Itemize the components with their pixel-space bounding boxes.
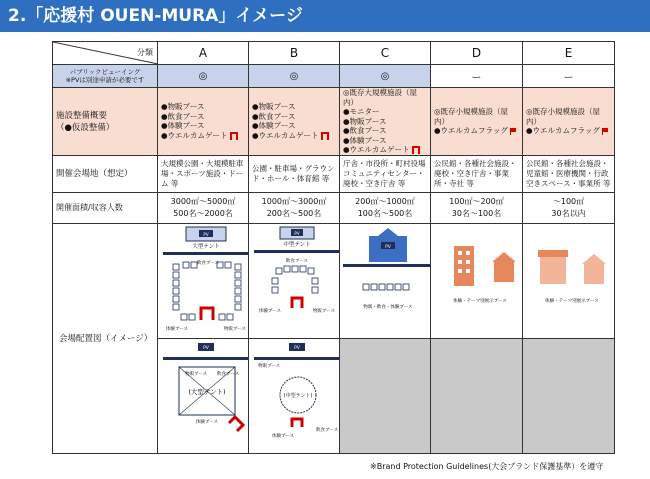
stage-bar [343, 264, 431, 267]
area-cell-d [431, 192, 523, 223]
facility-label-main: 施設整備概要 [56, 111, 108, 122]
facility-item-gate: ●ウエルカムゲート [161, 131, 245, 141]
layout-diagram-d1 [431, 223, 523, 338]
building-roof-icon [378, 228, 398, 236]
stage-bar [254, 357, 340, 360]
pv-mark-c: ◎ [340, 65, 431, 88]
facility-item: ●物販ブース [343, 116, 387, 126]
layout-b1-svg [252, 224, 340, 336]
facility-cell-e [523, 88, 615, 156]
capacity-value: 30名以内 [551, 208, 586, 218]
layout-c1-svg [343, 224, 431, 336]
shop-booth-text: 物販ブース [312, 308, 336, 314]
venue-row-label: 開催会場地（想定） [53, 155, 158, 192]
facility-item: ●モニター [343, 107, 380, 116]
layout-row-label: 会場配置図（イメージ） [53, 223, 158, 453]
corner-cell [53, 42, 158, 65]
tent-text: (中型テント) [283, 392, 313, 399]
facility-item: ●物販ブース [252, 102, 296, 112]
capacity-value: 30名～100名 [451, 208, 502, 218]
venue-row [53, 155, 615, 192]
facility-cell-a [158, 88, 249, 156]
facility-item: ●飲食ブース [161, 111, 205, 121]
layout-diagram-b2 [249, 338, 340, 453]
facility-heading: ◎既存小規模施設（屋内） [526, 107, 601, 126]
gate-icon [292, 419, 302, 427]
shop-booth-text: 物販ブース [185, 371, 208, 377]
booth-caption: 物販・飲食・体験ブース [363, 304, 413, 310]
venue-cell-c: 庁舎・市役所・町村役場コミュニティセンター・廃校・空き庁舎 等 [340, 155, 431, 192]
area-value: 1000㎡～3000㎡ [261, 196, 327, 206]
layout-diagram-c1 [340, 223, 431, 338]
venue-cell-a: 大規模公園・大規模駐車場・スポーツ施設・ドーム 等 [158, 155, 249, 192]
page-title: 2.「応援村 OUEN-MURA」イメージ [0, 0, 650, 32]
facility-cell-d [431, 88, 523, 156]
capacity-value: 200名～500名 [266, 208, 322, 218]
facility-item: ●体験ブース [161, 121, 205, 131]
area-row [53, 192, 615, 223]
area-row-label: 開催面積/収容人数 [53, 192, 158, 223]
layout-empty-c2 [340, 338, 431, 453]
layout-a1-svg [161, 224, 249, 336]
gate-icon [201, 308, 213, 320]
header-row [53, 42, 615, 65]
flag-icon [602, 128, 609, 135]
stage-bar [254, 250, 340, 253]
area-value: 3000㎡～5000㎡ [170, 196, 236, 206]
facility-item: ●飲食ブース [343, 126, 387, 135]
tent-text: 中型テント [283, 241, 311, 248]
facility-item: ●体験ブース [343, 135, 387, 145]
layout-empty-d2 [431, 338, 523, 453]
layout-a2-svg [161, 339, 249, 451]
pv-row [53, 65, 615, 88]
house-roof-icon [492, 252, 516, 262]
booth-ring [272, 266, 318, 293]
layout-diagram-a2 [158, 338, 249, 453]
booth-caption: 体験・テーマ別展示ブース [545, 298, 599, 304]
area-cell-a [158, 192, 249, 223]
venue-cell-b: 公園・駐車場・グラウンド・ホール・体育館 等 [249, 155, 340, 192]
booth-ring [173, 262, 241, 320]
exp-booth-text: 体験ブース [195, 419, 219, 425]
pv-label-main: パブリックビューイング [69, 68, 141, 76]
column-header-d: D [431, 42, 523, 65]
pv-mark-d: ー [431, 65, 523, 88]
facility-item: ●物販ブース [161, 102, 205, 112]
shop-awning-icon [538, 250, 568, 257]
capacity-value: 500名～2000名 [173, 208, 233, 218]
exp-booth-text: 体験ブース [165, 326, 189, 332]
facility-heading: ◎既存大規模施設（屋内） [343, 88, 418, 107]
layout-row-1 [53, 223, 615, 338]
capacity-value: 100名～500名 [357, 208, 413, 218]
facility-cell-b [249, 88, 340, 156]
layout-d1-svg [434, 224, 523, 336]
layout-e1-svg [526, 224, 615, 336]
food-booth-text: 飲食ブース [217, 371, 240, 377]
pv-text: PV [203, 231, 209, 237]
facility-item-flag: ●ウエルカムフラッグ [526, 126, 611, 136]
small-building-icon [454, 246, 474, 286]
venue-cell-d: 公民館・各種社会施設・廃校・空き庁舎・事業所・寺社 等 [431, 155, 523, 192]
area-cell-e [523, 192, 615, 223]
overview-table [52, 41, 615, 454]
area-cell-b [249, 192, 340, 223]
pv-text: PV [203, 345, 209, 351]
column-header-b: B [249, 42, 340, 65]
facility-row-label [53, 88, 158, 156]
facility-item-gate: ●ウエルカムゲート [252, 131, 336, 141]
tent-text: 大型テント [192, 243, 220, 250]
facility-item-gate: ●ウエルカムゲート [343, 145, 427, 155]
gate-icon [321, 132, 329, 140]
food-booth-text: 飲食ブース [196, 260, 220, 266]
gate-icon [412, 146, 420, 154]
layout-diagram-e1 [523, 223, 615, 338]
gate-icon [230, 132, 238, 140]
facility-row [53, 88, 615, 156]
gate-icon [292, 298, 302, 308]
area-value: ～100㎡ [552, 196, 585, 206]
column-header-a: A [158, 42, 249, 65]
facility-cell-c [340, 88, 431, 156]
facility-item: ●体験ブース [252, 121, 296, 131]
house-roof-icon [582, 254, 606, 264]
pv-text: PV [385, 244, 391, 250]
pv-row-label [53, 65, 158, 88]
exp-booth-text: 体験ブース [258, 308, 282, 314]
gate-icon [229, 417, 243, 431]
area-cell-c [340, 192, 431, 223]
area-value: 200㎡～1000㎡ [355, 196, 415, 206]
food-booth-text: 飲食ブース [316, 427, 339, 433]
shop-booth-text: 物販ブース [258, 363, 281, 369]
column-header-c: C [340, 42, 431, 65]
tent-text: (大型テント) [188, 387, 226, 396]
venue-cell-e: 公民館・各種社会施設・児童館・医療機関・行政空きスペース・事業所 等 [523, 155, 615, 192]
layout-diagram-b1 [249, 223, 340, 338]
stage-bar [163, 357, 249, 360]
corner-label: 分類 [137, 48, 153, 57]
shop-building-icon [540, 256, 566, 284]
food-booth-text: 飲食ブース [285, 258, 309, 264]
pv-text: PV [294, 230, 300, 236]
stage-bar [163, 252, 249, 255]
flag-icon [510, 128, 517, 135]
facility-item-flag: ●ウエルカムフラッグ [434, 126, 519, 136]
pv-mark-a: ◎ [158, 65, 249, 88]
column-header-e: E [523, 42, 615, 65]
footnote: ※Brand Protection Guidelines(大会ブランド保護基準）を遵守 [370, 462, 604, 471]
booth-row [363, 284, 409, 290]
layout-empty-e2 [523, 338, 615, 453]
exp-booth-text: 体験ブース [272, 433, 295, 439]
shop-booth-text: 物販ブース [223, 326, 247, 332]
house-icon [494, 262, 514, 282]
pv-mark-b: ◎ [249, 65, 340, 88]
pv-text: PV [294, 345, 300, 351]
area-value: 100㎡～200㎡ [449, 196, 504, 206]
facility-heading: ◎既存小規模施設（屋内） [434, 107, 509, 126]
house-icon [584, 264, 604, 284]
layout-diagram-a1 [158, 223, 249, 338]
facility-label-note: （●仮設整備） [56, 123, 115, 134]
booth-caption: 体験・テーマ別展示ブース [453, 298, 507, 304]
pv-mark-e: ー [523, 65, 615, 88]
layout-b2-svg [252, 339, 340, 451]
facility-item: ●飲食ブース [252, 111, 296, 121]
pv-label-note: ※PVは別途申請が必要です [65, 76, 145, 84]
